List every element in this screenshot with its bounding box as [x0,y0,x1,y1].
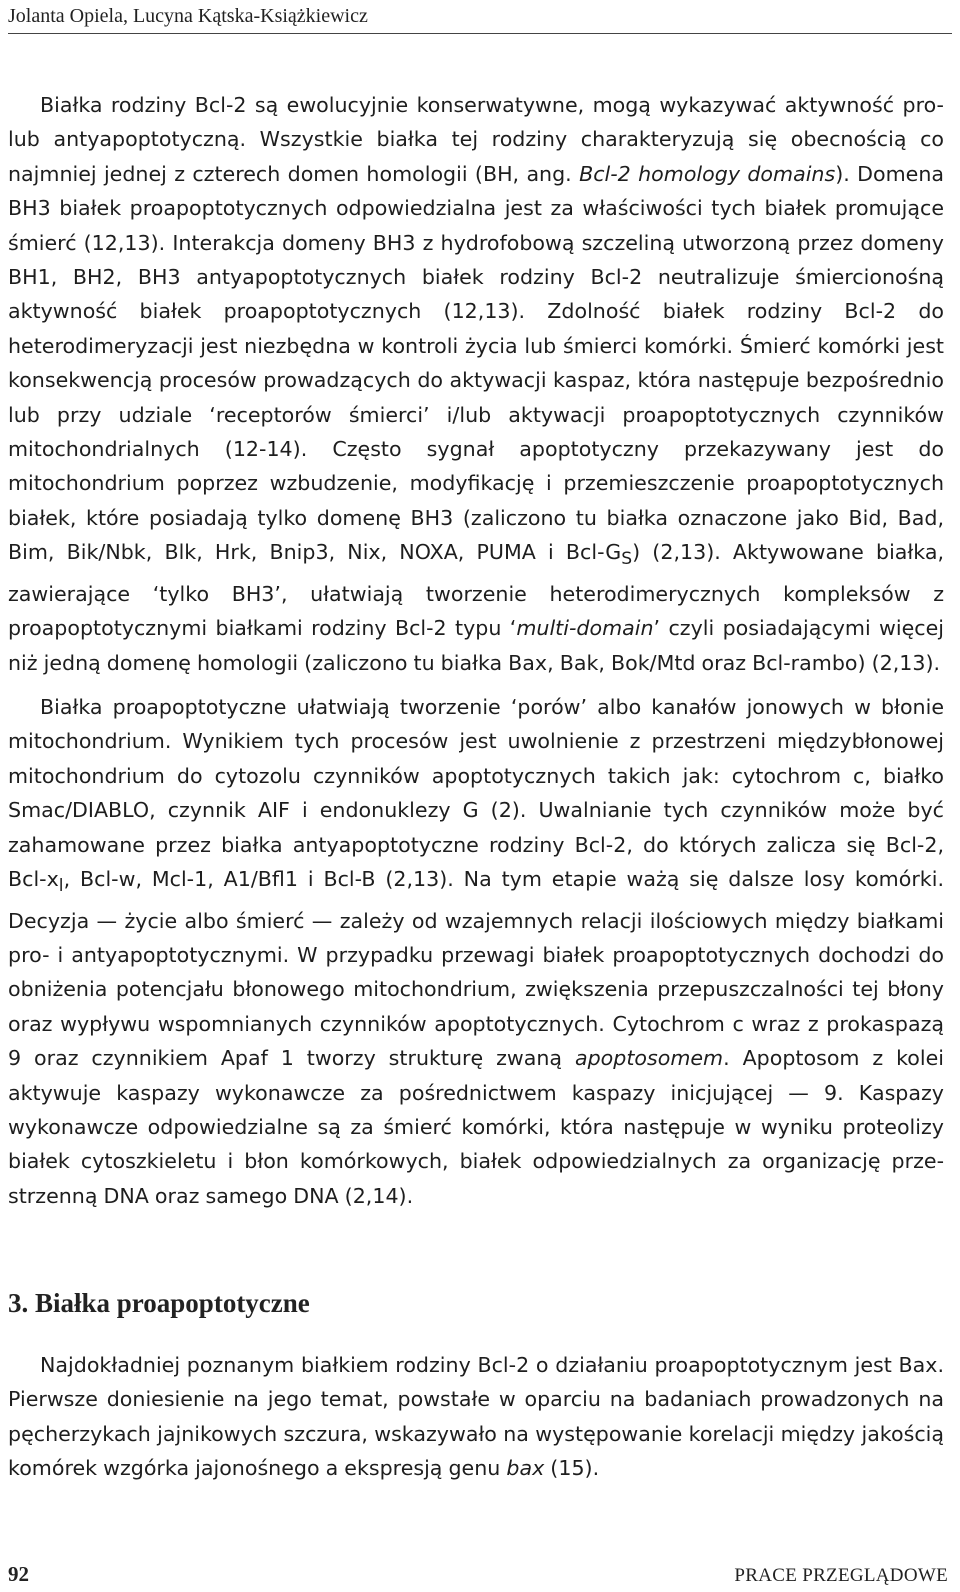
section-heading: 3. Białka proapoptotyczne [8,1288,310,1318]
header-divider [8,33,952,34]
paragraph-text: Białka rodziny Bcl-2 są ewolucyjnie konserwatywne, mogą wykazywać aktywność pro- lub antyapoptotyczną. Wszystkie białka tej rodziny charakteryzują się obecnością co najmniej jednej z czterech domen homologii (BH, ang. Bcl-2 homology domains). Domena BH3 białek proapoptotycznych odpowiedzialna jest za właściwości tych białek promujące śmierć (12,13). Interakcja domeny BH3 z hydrofobową szczeliną utworzoną przez domeny BH1, BH2, BH3 antyapoptotycznych białek rodziny Bcl-2 neutralizuje śmiercionośną aktywność białek proapoptotycznych (12,13). Zdolność białek rodziny Bcl-2 do heterodimeryzacji jest niezbędna w kontroli życia lub śmierci komórki. Śmierć komórki jest konsekwencją procesów prowadzących do aktywacji kaspaz, która następuje bezpośrednio lub przy udziale ‘receptorów śmierci’ i/lub aktywacji proapoptotycznych czynników mitochondrialnych (12-14). Często sygnał apoptotyczny przekazywany jest do mitochondrium poprzez wzbudzenie, modyfikację i przemieszczenie proapoptotycznych białek, które posiadają tylko domenę BH3 (zaliczono tu białka oznaczone jako Bid, Bad, Bim, Bik/Nbk, Blk, Hrk, Bnip3, Nix, NOXA, PUMA i Bcl-$G_S$) (2,13). Aktywowane białka, zawierające ‘tylko BH3’, ułatwiają tworzenie heterodimerycznych kompleksów z proapoptotycznymi białkami rodziny Bcl-2 typu ‘multi-domain’ czyli posiadającymi więcej niż jedną domenę homologii (zaliczono tu białka Bax, Bak, Bok/Mtd oraz Bcl-rambo) (2,13). [8,93,944,675]
page-number: 92 [8,1562,29,1586]
body-paragraph-1 [8,88,944,680]
body-paragraph-2 [8,690,944,1213]
paragraph-text: Najdokładniej poznanym białkiem rodziny Bcl-2 o działaniu proapoptotycznym jest Bax. Pierwsze doniesienie na jego temat, powstałe w oparciu na badaniach prowadzonych na pęcherzykach jajnikowych szczura, wskazywało na występowanie korelacji między jakością komórek wzgórka jajonośnego a ekspresją genu bax (15). [8,1353,944,1481]
section-paragraph [8,1348,944,1486]
running-header-authors: Jolanta Opiela, Lucyna Kątska-Książkiewicz [8,5,368,27]
journal-section-title: PRACE PRZEGLĄDOWE [734,1565,948,1586]
paragraph-text: Białka proapoptotyczne ułatwiają tworzenie ‘porów’ albo kanałów jonowych w błonie mitochondrium. Wynikiem tych procesów jest uwolnienie z przestrzeni międzybłonowej mitochondrium do cytozolu czynników apoptotycznych takich jak: cytochrom c, białko Smac/DIABLO, czynnik AIF i endonuklezy G (2). Uwalnianie tych czynników może być zahamowane przez białka antyapoptotyczne rodziny Bcl-2, do których zalicza się Bcl-2, Bcl-$x_l$, Bcl-w, Mcl-1, A1/Bfl1 i Bcl-B (2,13). Na tym etapie ważą się dalsze losy komórki. Decyzja — życie albo śmierć — zależy od wzajemnych relacji ilościowych między białkami pro- i antyapoptotycznymi. W przypadku przewagi białek proapoptotycznych dochodzi do obniżenia potencjału błonowego mitochondrium, zwiększenia przepuszczalności tej błony oraz wypływu wspomnianych czynników apoptotycznych. Cytochrom c wraz z prokaspazą 9 oraz czynnikiem Apaf 1 tworzy strukturę zwaną apoptosomem. Apoptosom z kolei aktywuje kaspazy wykonawcze za pośrednictwem kaspazy inicjującej — 9. Kaspazy wykonawcze odpowiedzialne są za śmierć komórki, która następuje w wyniku proteolizy białek cytoszkieletu i błon komórkowych, białek odpowiedzialnych za organizację przestrzenną DNA oraz samego DNA (2,14). [8,695,945,1208]
